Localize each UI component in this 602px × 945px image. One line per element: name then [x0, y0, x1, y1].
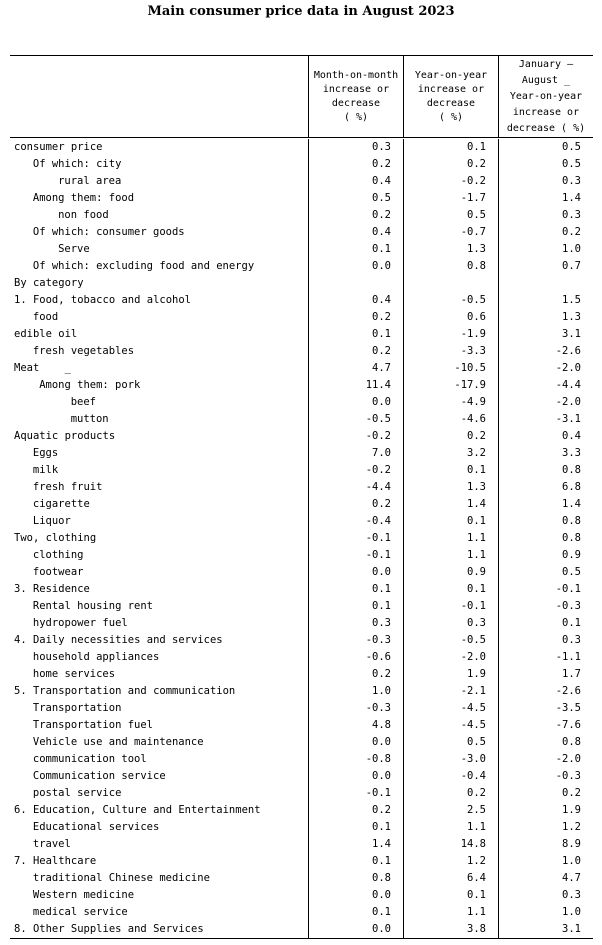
jan-aug-value: -0.3	[498, 598, 593, 615]
jan-aug-value: -2.0	[498, 394, 593, 411]
jan-aug-value: 0.5	[498, 139, 593, 156]
table-row	[10, 836, 593, 853]
jan-aug-value	[498, 275, 593, 292]
month-on-month-value: 0.4	[308, 224, 403, 241]
row-label: rural area	[58, 175, 122, 187]
row-label: Two, clothing	[14, 532, 97, 544]
jan-aug-value: 1.3	[498, 309, 593, 326]
row-label: home services	[32, 668, 116, 680]
row-label: non food	[58, 209, 109, 221]
year-on-year-value: -0.2	[403, 173, 498, 190]
year-on-year-value: 2.5	[403, 802, 498, 819]
row-label: Of which: excluding food and energy	[32, 260, 255, 272]
month-on-month-value: 0.8	[308, 870, 403, 887]
year-on-year-value: -10.5	[403, 360, 498, 377]
year-on-year-value: 6.4	[403, 870, 498, 887]
row-label: Eggs	[32, 447, 59, 459]
jan-aug-value: -2.6	[498, 683, 593, 700]
jan-aug-value: -3.1	[498, 411, 593, 428]
month-on-month-value: -0.3	[308, 632, 403, 649]
month-on-month-value: -4.4	[308, 479, 403, 496]
month-on-month-value: 0.2	[308, 156, 403, 173]
header-line: August _	[521, 74, 571, 86]
table-row	[10, 530, 593, 547]
jan-aug-value: 3.1	[498, 326, 593, 343]
table-row	[10, 258, 593, 275]
jan-aug-value: 1.0	[498, 853, 593, 870]
row-label: Rental housing rent	[32, 600, 153, 612]
header-year-on-year	[403, 56, 498, 137]
jan-aug-value: 0.7	[498, 258, 593, 275]
header-line: increase or	[512, 106, 580, 118]
month-on-month-value: -0.1	[308, 785, 403, 802]
year-on-year-value: 1.1	[403, 547, 498, 564]
jan-aug-value: 0.3	[498, 173, 593, 190]
month-on-month-value: 0.1	[308, 904, 403, 921]
jan-aug-value: 8.9	[498, 836, 593, 853]
month-on-month-value: -0.3	[308, 700, 403, 717]
row-label: fresh vegetables	[32, 345, 135, 357]
year-on-year-value: 0.2	[403, 785, 498, 802]
table-row	[10, 802, 593, 819]
row-label: footwear	[32, 566, 84, 578]
row-label: Liquor	[32, 515, 71, 527]
row-label: Among them: food	[32, 192, 135, 204]
row-label: Meat _	[14, 362, 71, 374]
row-label: clothing	[32, 549, 84, 561]
row-label: Vehicle use and maintenance	[32, 736, 204, 748]
table-row	[10, 717, 593, 734]
year-on-year-value: 0.1	[403, 462, 498, 479]
jan-aug-value: 0.8	[498, 734, 593, 751]
table-row	[10, 870, 593, 887]
month-on-month-value: -0.5	[308, 411, 403, 428]
year-on-year-value: -0.7	[403, 224, 498, 241]
jan-aug-value: 3.1	[498, 921, 593, 938]
jan-aug-value: -2.6	[498, 343, 593, 360]
month-on-month-value: -0.1	[308, 547, 403, 564]
year-on-year-value: -1.9	[403, 326, 498, 343]
row-label: Of which: consumer goods	[32, 226, 185, 238]
month-on-month-value: 1.0	[308, 683, 403, 700]
year-on-year-value: -2.0	[403, 649, 498, 666]
table-body	[10, 138, 593, 938]
year-on-year-value: -2.1	[403, 683, 498, 700]
month-on-month-value: 0.1	[308, 819, 403, 836]
year-on-year-value: 1.3	[403, 241, 498, 258]
year-on-year-value: 0.5	[403, 734, 498, 751]
jan-aug-value: 0.4	[498, 428, 593, 445]
row-label: household appliances	[32, 651, 160, 663]
row-label: Communication service	[32, 770, 166, 782]
row-label: 4. Daily necessities and services	[14, 634, 223, 646]
header-item-column	[10, 56, 308, 137]
jan-aug-value: 3.3	[498, 445, 593, 462]
year-on-year-value: 3.8	[403, 921, 498, 938]
jan-aug-value: 6.8	[498, 479, 593, 496]
month-on-month-value: 0.3	[308, 139, 403, 156]
row-label: Transportation fuel	[32, 719, 153, 731]
row-label: Among them: pork	[39, 379, 141, 391]
jan-aug-value: 1.0	[498, 904, 593, 921]
header-jan-aug-year-on-year	[498, 56, 593, 137]
month-on-month-value: 0.0	[308, 258, 403, 275]
year-on-year-value: -0.5	[403, 292, 498, 309]
table-row	[10, 632, 593, 649]
jan-aug-value: -1.1	[498, 649, 593, 666]
table-row	[10, 649, 593, 666]
month-on-month-value: 0.1	[308, 241, 403, 258]
jan-aug-value: 0.2	[498, 224, 593, 241]
header-month-on-month	[308, 56, 403, 137]
row-label: postal service	[32, 787, 122, 799]
year-on-year-value: -3.3	[403, 343, 498, 360]
row-label: 6. Education, Culture and Entertainment	[14, 804, 261, 816]
table-row	[10, 904, 593, 921]
row-label: medical service	[32, 906, 128, 918]
month-on-month-value: 0.2	[308, 309, 403, 326]
header-line: Month-on-month	[313, 69, 399, 81]
month-on-month-value: -0.1	[308, 530, 403, 547]
row-label: Educational services	[32, 821, 160, 833]
jan-aug-value: 0.8	[498, 513, 593, 530]
jan-aug-value: 1.5	[498, 292, 593, 309]
table-row	[10, 428, 593, 445]
jan-aug-value: 0.3	[498, 887, 593, 904]
jan-aug-value: 1.4	[498, 496, 593, 513]
jan-aug-value: 0.3	[498, 207, 593, 224]
month-on-month-value: 0.2	[308, 343, 403, 360]
month-on-month-value: 0.1	[308, 581, 403, 598]
year-on-year-value: 0.1	[403, 581, 498, 598]
row-label: beef	[70, 396, 96, 408]
month-on-month-value: 0.0	[308, 734, 403, 751]
table-row	[10, 683, 593, 700]
row-label: Of which: city	[32, 158, 122, 170]
table-row	[10, 581, 593, 598]
month-on-month-value: 0.2	[308, 802, 403, 819]
year-on-year-value: 3.2	[403, 445, 498, 462]
table-row	[10, 887, 593, 904]
table-header	[10, 56, 593, 138]
table-row	[10, 785, 593, 802]
month-on-month-value: 0.0	[308, 887, 403, 904]
year-on-year-value: 0.1	[403, 139, 498, 156]
jan-aug-value: 1.7	[498, 666, 593, 683]
page-title: Main consumer price data in August 2023	[147, 4, 455, 19]
header-line: January —	[518, 58, 574, 70]
table-row	[10, 615, 593, 632]
table-row	[10, 921, 593, 938]
year-on-year-value: -4.6	[403, 411, 498, 428]
month-on-month-value: 0.0	[308, 768, 403, 785]
header-line: Year-on-year	[414, 69, 488, 81]
row-label: hydropower fuel	[32, 617, 128, 629]
year-on-year-value: 1.1	[403, 819, 498, 836]
table-row	[10, 241, 593, 258]
row-label: cigarette	[32, 498, 90, 510]
row-label: 1. Food, tobacco and alcohol	[14, 294, 192, 306]
year-on-year-value: 1.2	[403, 853, 498, 870]
jan-aug-value: -2.0	[498, 360, 593, 377]
row-label: milk	[32, 464, 59, 476]
table-row	[10, 360, 593, 377]
month-on-month-value: -0.6	[308, 649, 403, 666]
jan-aug-value: 1.2	[498, 819, 593, 836]
jan-aug-value: 0.8	[498, 530, 593, 547]
table-row	[10, 139, 593, 156]
year-on-year-value: 1.1	[403, 530, 498, 547]
jan-aug-value: 0.5	[498, 156, 593, 173]
header-line: decrease ( %)	[506, 122, 586, 134]
year-on-year-value: 0.2	[403, 428, 498, 445]
month-on-month-value: 0.2	[308, 666, 403, 683]
jan-aug-value: -2.0	[498, 751, 593, 768]
table-row	[10, 598, 593, 615]
table-row	[10, 547, 593, 564]
month-on-month-value: -0.2	[308, 462, 403, 479]
month-on-month-value: 1.4	[308, 836, 403, 853]
header-line: ( %)	[343, 111, 369, 123]
year-on-year-value: -0.4	[403, 768, 498, 785]
month-on-month-value: 0.3	[308, 615, 403, 632]
row-label: travel	[32, 838, 71, 850]
table-row	[10, 394, 593, 411]
jan-aug-value: 0.9	[498, 547, 593, 564]
jan-aug-value: -0.1	[498, 581, 593, 598]
table-row	[10, 445, 593, 462]
table-row	[10, 156, 593, 173]
year-on-year-value: -17.9	[403, 377, 498, 394]
jan-aug-value: -0.3	[498, 768, 593, 785]
table-row	[10, 751, 593, 768]
table-row	[10, 326, 593, 343]
year-on-year-value: -1.7	[403, 190, 498, 207]
table-row	[10, 207, 593, 224]
table-row	[10, 173, 593, 190]
jan-aug-value: 4.7	[498, 870, 593, 887]
header-line: ( %)	[438, 111, 464, 123]
cpi-table	[10, 55, 593, 939]
header-line: Year-on-year	[509, 90, 583, 102]
row-label: edible oil	[14, 328, 78, 340]
header-line: decrease	[426, 97, 476, 109]
month-on-month-value	[308, 275, 403, 292]
year-on-year-value: -4.5	[403, 717, 498, 734]
table-row	[10, 734, 593, 751]
year-on-year-value: -4.9	[403, 394, 498, 411]
year-on-year-value: 0.2	[403, 156, 498, 173]
month-on-month-value: 0.4	[308, 173, 403, 190]
table-row	[10, 564, 593, 581]
year-on-year-value: -3.0	[403, 751, 498, 768]
month-on-month-value: 0.2	[308, 496, 403, 513]
row-label: food	[32, 311, 59, 323]
row-label: Western medicine	[32, 889, 135, 901]
table-row	[10, 343, 593, 360]
month-on-month-value: 0.0	[308, 394, 403, 411]
header-line: increase or	[322, 83, 390, 95]
jan-aug-value: -4.4	[498, 377, 593, 394]
jan-aug-value: 1.9	[498, 802, 593, 819]
table-row	[10, 819, 593, 836]
row-label: 7. Healthcare	[14, 855, 97, 867]
table-row	[10, 513, 593, 530]
month-on-month-value: 0.5	[308, 190, 403, 207]
year-on-year-value: -0.1	[403, 598, 498, 615]
jan-aug-value: 0.1	[498, 615, 593, 632]
jan-aug-value: -3.5	[498, 700, 593, 717]
year-on-year-value: 1.9	[403, 666, 498, 683]
year-on-year-value: 14.8	[403, 836, 498, 853]
table-row	[10, 190, 593, 207]
year-on-year-value: 0.3	[403, 615, 498, 632]
month-on-month-value: 0.0	[308, 564, 403, 581]
table-row	[10, 666, 593, 683]
table-row	[10, 496, 593, 513]
table-row	[10, 700, 593, 717]
year-on-year-value: -0.5	[403, 632, 498, 649]
jan-aug-value: -7.6	[498, 717, 593, 734]
year-on-year-value: 0.6	[403, 309, 498, 326]
jan-aug-value: 0.2	[498, 785, 593, 802]
table-row	[10, 377, 593, 394]
header-line: decrease	[331, 97, 381, 109]
year-on-year-value: 0.9	[403, 564, 498, 581]
jan-aug-value: 1.4	[498, 190, 593, 207]
year-on-year-value: 1.3	[403, 479, 498, 496]
row-label: Transportation	[32, 702, 122, 714]
jan-aug-value: 0.8	[498, 462, 593, 479]
year-on-year-value: 1.4	[403, 496, 498, 513]
year-on-year-value	[403, 275, 498, 292]
jan-aug-value: 0.5	[498, 564, 593, 581]
table-row	[10, 479, 593, 496]
month-on-month-value: 0.4	[308, 292, 403, 309]
row-label: fresh fruit	[32, 481, 103, 493]
month-on-month-value: -0.4	[308, 513, 403, 530]
header-line: increase or	[417, 83, 485, 95]
year-on-year-value: 1.1	[403, 904, 498, 921]
table-row	[10, 411, 593, 428]
table-row	[10, 224, 593, 241]
month-on-month-value: 0.2	[308, 207, 403, 224]
year-on-year-value: 0.8	[403, 258, 498, 275]
row-label: 3. Residence	[14, 583, 90, 595]
year-on-year-value: 0.1	[403, 887, 498, 904]
row-label: Serve	[58, 243, 90, 255]
row-label: mutton	[70, 413, 109, 425]
row-label: 5. Transportation and communication	[14, 685, 236, 697]
month-on-month-value: -0.8	[308, 751, 403, 768]
month-on-month-value: 4.8	[308, 717, 403, 734]
row-label: By category	[14, 277, 84, 289]
month-on-month-value: 0.0	[308, 921, 403, 938]
row-label: consumer price	[14, 141, 103, 153]
table-row	[10, 309, 593, 326]
month-on-month-value: 0.1	[308, 853, 403, 870]
month-on-month-value: 4.7	[308, 360, 403, 377]
table-row	[10, 853, 593, 870]
row-label: communication tool	[32, 753, 147, 765]
row-label: Aquatic products	[14, 430, 116, 442]
month-on-month-value: -0.2	[308, 428, 403, 445]
year-on-year-value: -4.5	[403, 700, 498, 717]
row-label: traditional Chinese medicine	[32, 872, 210, 884]
jan-aug-value: 0.3	[498, 632, 593, 649]
month-on-month-value: 7.0	[308, 445, 403, 462]
table-row	[10, 292, 593, 309]
table-row	[10, 768, 593, 785]
year-on-year-value: 0.1	[403, 513, 498, 530]
month-on-month-value: 0.1	[308, 598, 403, 615]
row-label: 8. Other Supplies and Services	[14, 923, 204, 935]
month-on-month-value: 0.1	[308, 326, 403, 343]
jan-aug-value: 1.0	[498, 241, 593, 258]
table-row	[10, 275, 593, 292]
year-on-year-value: 0.5	[403, 207, 498, 224]
month-on-month-value: 11.4	[308, 377, 403, 394]
table-row	[10, 462, 593, 479]
